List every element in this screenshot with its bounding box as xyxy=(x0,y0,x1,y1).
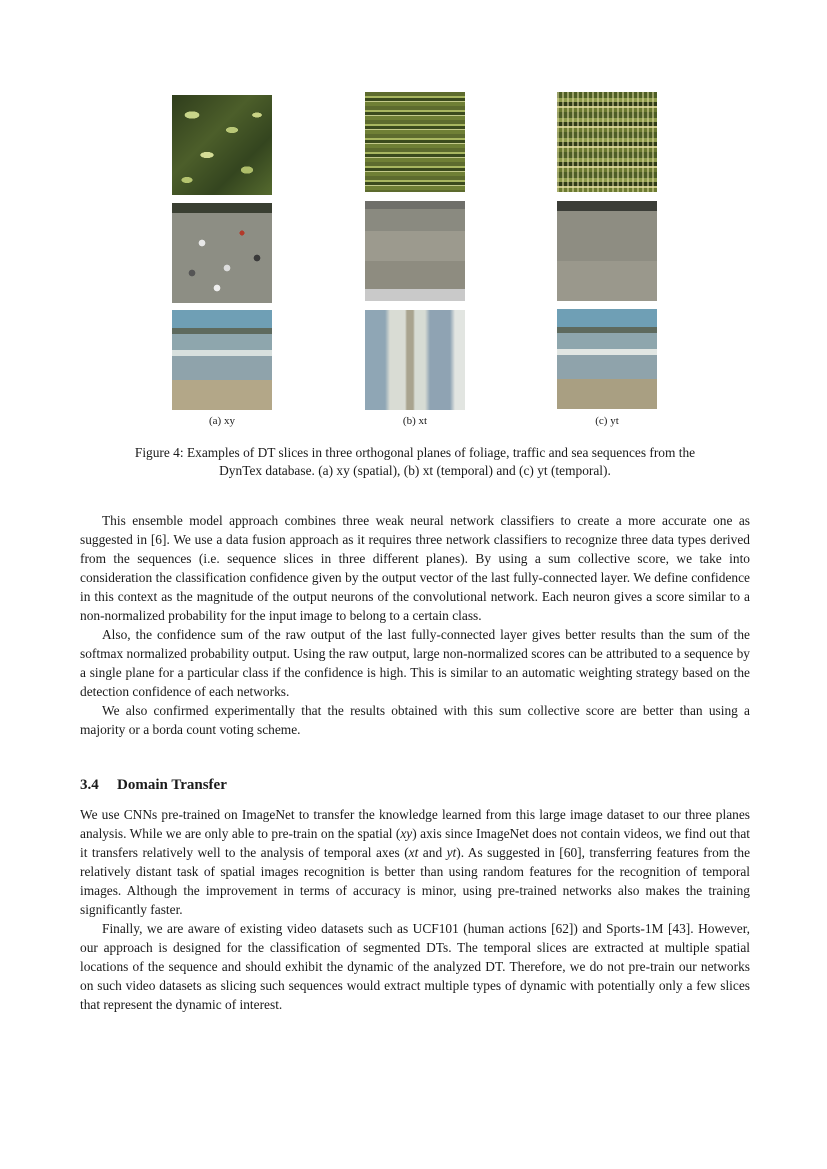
section-title: Domain Transfer xyxy=(117,777,227,793)
subcaption-b: (b) xt xyxy=(402,415,428,427)
traffic-xy-image xyxy=(172,203,272,303)
caption-line-1: Figure 4: Examples of DT slices in three orthogonal planes of foliage, traffic and sea sequences from the xyxy=(134,445,696,460)
paragraph: We also confirmed experimentally that the results obtained with this sum collective score are better than using a majority or a borda count voting scheme. xyxy=(80,703,750,737)
subcaption-a: (a) xy xyxy=(209,415,235,427)
section-heading xyxy=(80,777,227,794)
caption-line-2: DynTex database. (a) xy (spatial), (b) xt (temporal) and (c) yt (temporal). xyxy=(219,463,611,478)
sea-yt-image xyxy=(557,309,657,409)
section-number: 3.4 xyxy=(80,777,99,793)
foliage-xt-image xyxy=(365,92,465,192)
subcaption-c: (c) yt xyxy=(595,415,619,427)
foliage-yt-image xyxy=(557,92,657,192)
domain-transfer-text xyxy=(80,805,750,1014)
sea-xt-image xyxy=(365,310,465,410)
paragraph: Also, the confidence sum of the raw output of the last fully-connected layer gives better results than the sum of the softmax normalized probability output. Using the raw output, large non-normalized scores can be attributed to a sequence by a single plane for a particular class if the confidence is high. This is similar to an automatic weighting strategy based on the detection confidence of each networks. xyxy=(80,627,750,699)
paragraph: This ensemble model approach combines three weak neural network classifiers to create a more accurate one as suggested in [6]. We use a data fusion approach as it requires three network classifiers to recognize three data types derived from the sequences (i.e. sequence slices in three different planes). By using a sum collective score, we take into consideration the classification confidence given by the output vector of the last fully-connected layer. We define confidence in this context as the magnitude of the output neurons of the convolutional network. Each neuron gives a score similar to a non-normalized probability for the input image to belong to a certain class. xyxy=(80,513,750,623)
traffic-xt-image xyxy=(365,201,465,301)
foliage-xy-image xyxy=(172,95,272,195)
paragraph: Finally, we are aware of existing video datasets such as UCF101 (human actions [62]) and Sports-1M [43]. However, our approach is designed for the classification of segmented DTs. The temporal slices are extracted at multiple spatial locations of the sequence and should exhibit the dynamic of the analyzed DT. Therefore, we do not pre-train our networks on such video datasets as slicing such sequences would extract multiple types of dynamic with potentially only a few slices that represent the dynamic of interest. xyxy=(80,921,750,1012)
figure-caption xyxy=(80,444,750,480)
paragraph: We use CNNs pre-trained on ImageNet to transfer the knowledge learned from this large image dataset to our three planes analysis. While we are only able to pre-train on the spatial (xy) axis since ImageNet does not contain videos, we find out that it transfers relatively well to the analysis of temporal axes (xt and yt). As suggested in [60], transferring features from the relatively distant task of spatial images recognition is better than using random features for the recognition of temporal images. Although the improvement in terms of accuracy is minor, using pre-trained networks also makes the training significantly faster. xyxy=(80,807,751,917)
traffic-yt-image xyxy=(557,201,657,301)
ensemble-text xyxy=(80,511,750,739)
sea-xy-image xyxy=(172,310,272,410)
